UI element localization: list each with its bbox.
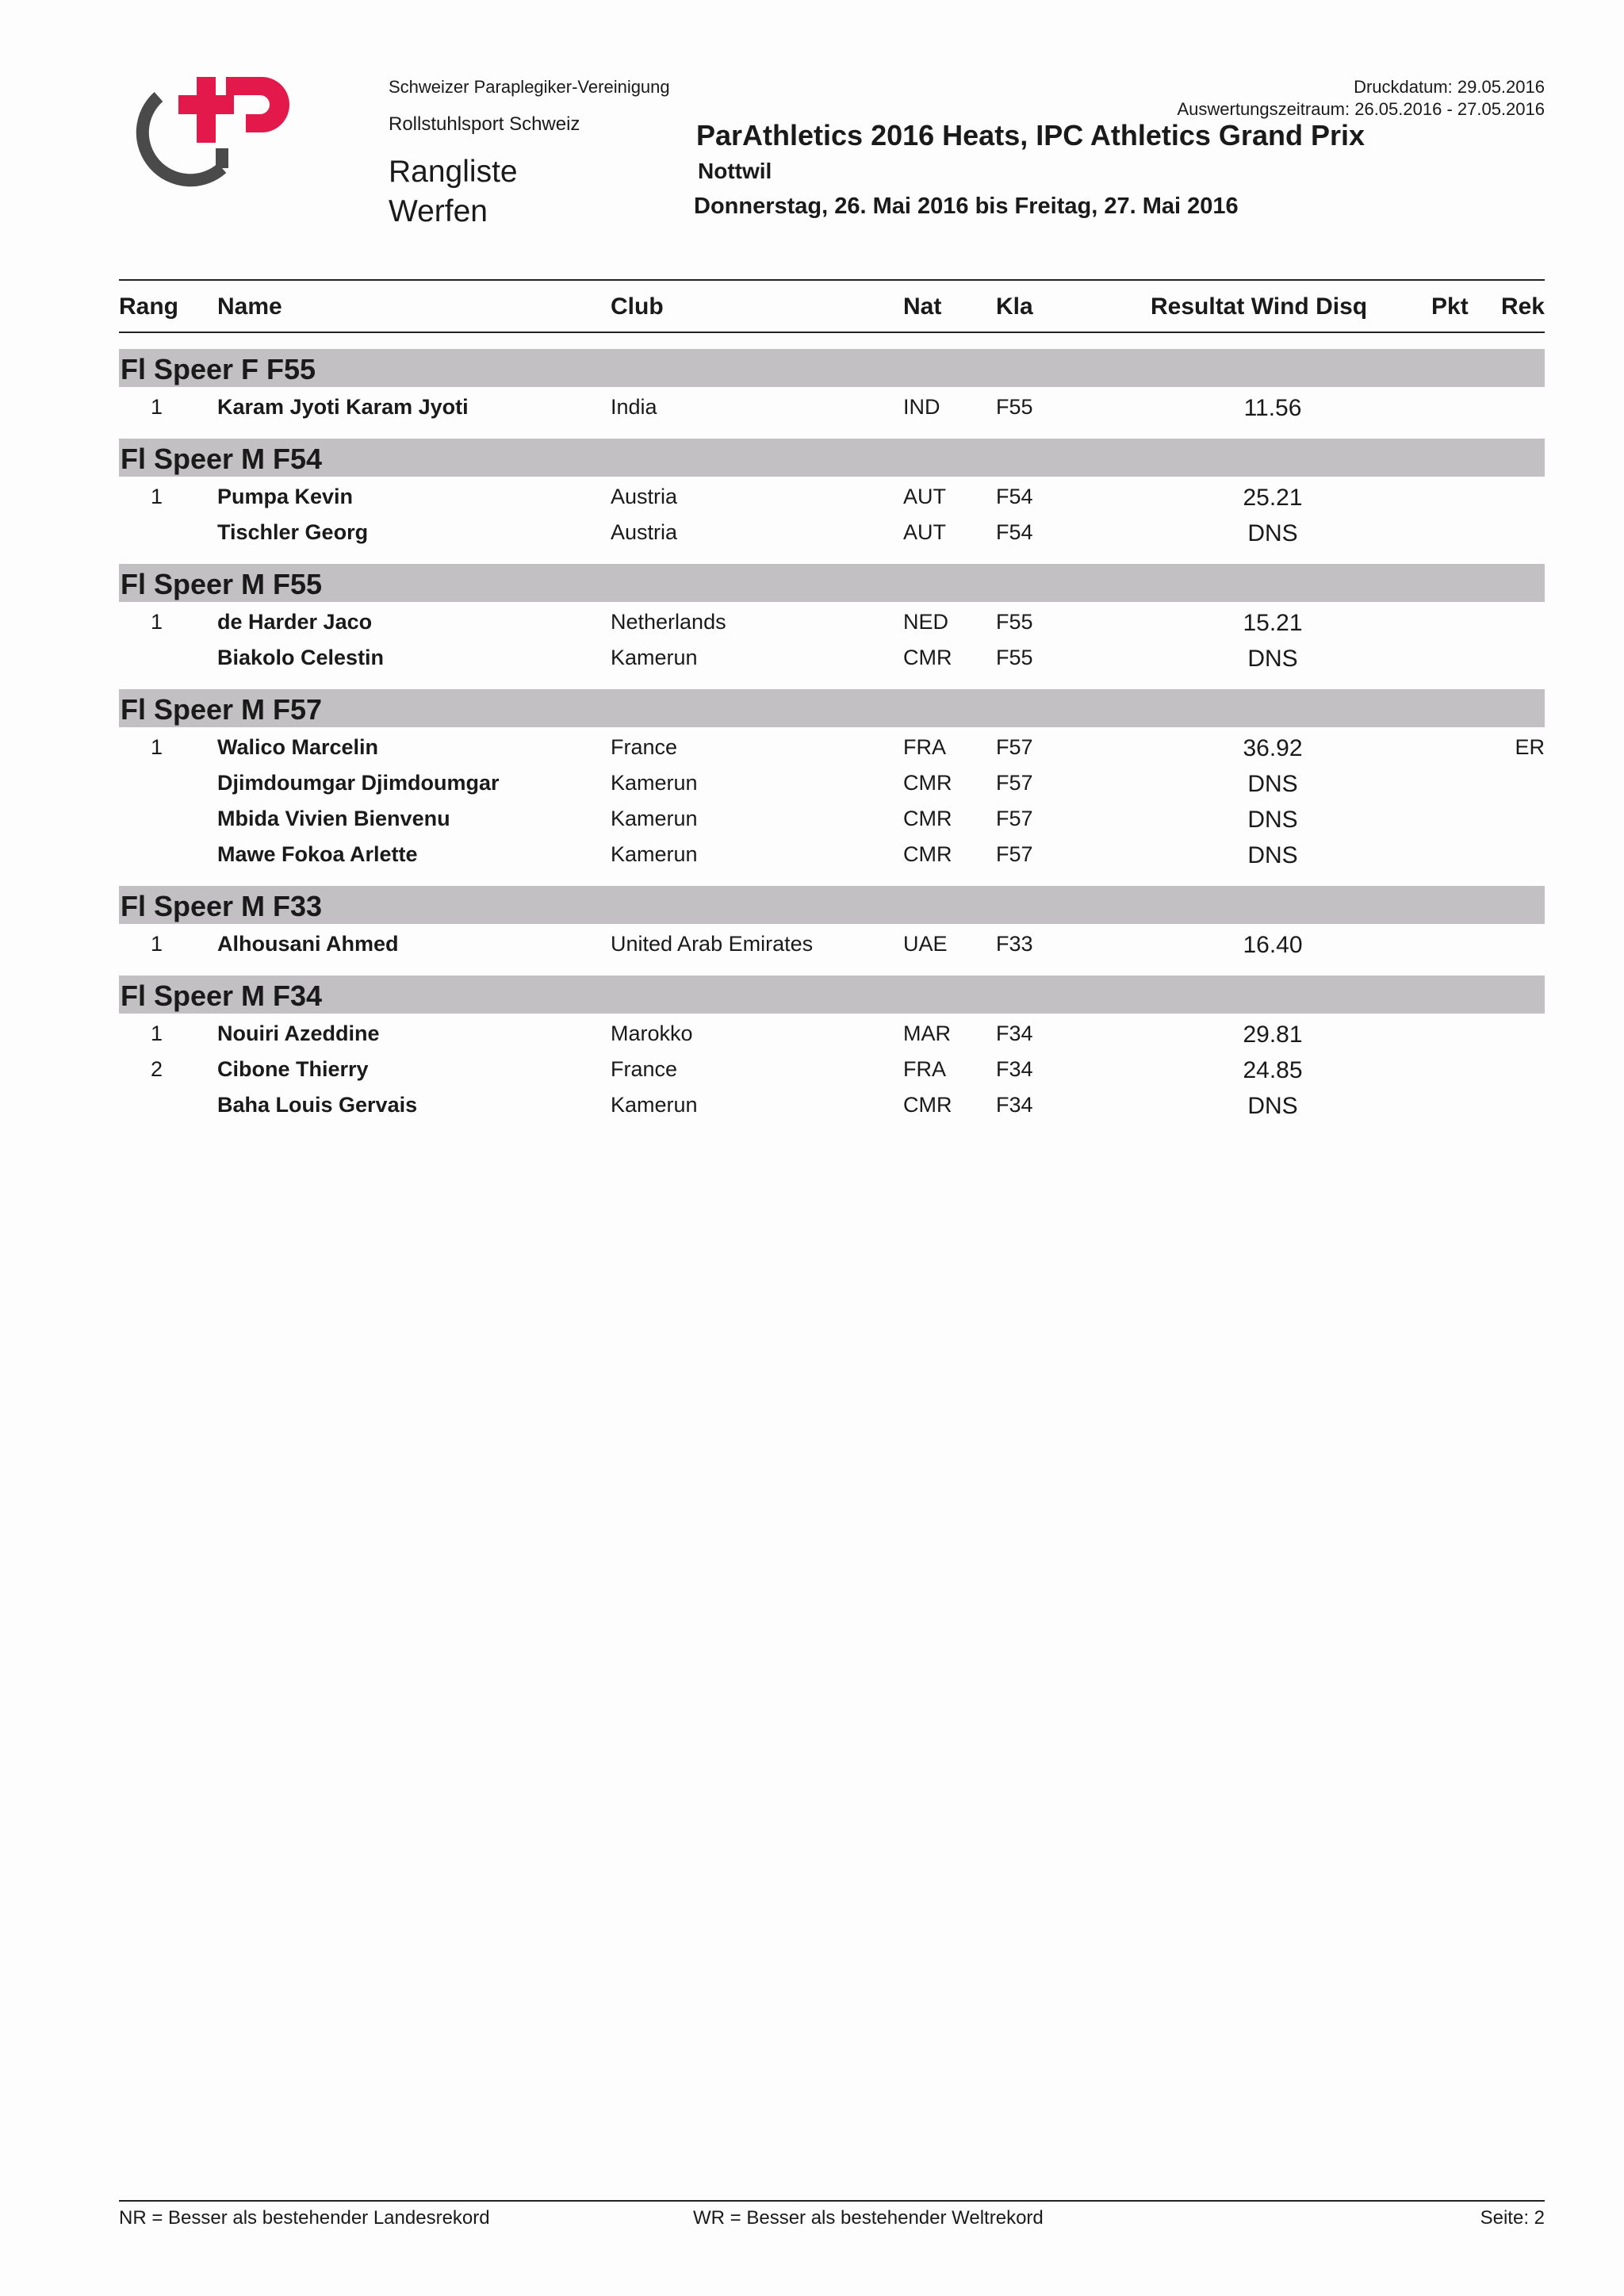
cell-kla: F57 xyxy=(996,842,1033,866)
print-date: Druckdatum: 29.05.2016 xyxy=(1354,77,1545,97)
result-row xyxy=(119,1051,1545,1087)
cell-nat: CMR xyxy=(903,1093,952,1117)
col-name: Name xyxy=(217,293,282,320)
cell-result: 25.21 xyxy=(1243,485,1303,511)
col-kla: Kla xyxy=(996,293,1033,320)
cell-result: DNS xyxy=(1247,1093,1298,1119)
cell-club: Kamerun xyxy=(611,807,698,830)
cell-nat: UAE xyxy=(903,932,948,956)
cell-club: Kamerun xyxy=(611,1093,698,1117)
result-row xyxy=(119,729,1545,765)
cell-kla: F57 xyxy=(996,771,1033,795)
result-row xyxy=(119,800,1545,836)
cell-result: 36.92 xyxy=(1243,735,1303,761)
cell-result: DNS xyxy=(1247,807,1298,833)
cell-nat: CMR xyxy=(903,771,952,795)
cell-result: DNS xyxy=(1247,646,1298,672)
org-sub: Rollstuhlsport Schweiz xyxy=(389,113,580,135)
cell-kla: F34 xyxy=(996,1022,1033,1045)
section-title: Fl Speer F F55 xyxy=(119,349,1545,387)
footer-rule xyxy=(119,2200,1545,2202)
cell-result: 29.81 xyxy=(1243,1022,1303,1048)
legend-nr: NR = Besser als bestehender Landesrekord xyxy=(119,2207,490,2229)
doc-type-label: Rangliste xyxy=(389,155,518,189)
cell-nat: NED xyxy=(903,610,949,634)
cell-club: Kamerun xyxy=(611,842,698,866)
result-row xyxy=(119,514,1545,550)
cell-club: France xyxy=(611,735,678,759)
cell-nat: CMR xyxy=(903,646,952,669)
event-venue: Nottwil xyxy=(698,159,772,183)
cell-name: Alhousani Ahmed xyxy=(217,932,399,956)
eval-period: Auswertungszeitraum: 26.05.2016 - 27.05.2016 xyxy=(1177,99,1545,119)
result-row xyxy=(119,604,1545,639)
cell-kla: F55 xyxy=(996,646,1033,669)
cell-result: 24.85 xyxy=(1243,1057,1303,1083)
col-result: Resultat Wind Disq xyxy=(1151,293,1368,320)
results-list xyxy=(119,349,1545,1137)
cell-club: Kamerun xyxy=(611,771,698,795)
cell-kla: F34 xyxy=(996,1057,1033,1081)
org-name: Schweizer Paraplegiker-Vereinigung xyxy=(389,77,670,97)
cell-name: Nouiri Azeddine xyxy=(217,1022,380,1045)
section-title: Fl Speer M F55 xyxy=(119,564,1545,602)
cell-nat: AUT xyxy=(903,485,946,508)
result-section xyxy=(119,689,1545,872)
section-title: Fl Speer M F33 xyxy=(119,886,1545,924)
cell-nat: CMR xyxy=(903,807,952,830)
event-title: ParAthletics 2016 Heats, IPC Athletics Grand Prix xyxy=(696,119,1365,151)
cell-name: Pumpa Kevin xyxy=(217,485,354,508)
cell-rank: 1 xyxy=(151,610,163,634)
cell-result: DNS xyxy=(1247,842,1298,868)
cell-name: Djimdoumgar Djimdoumgar xyxy=(217,771,500,795)
spv-logo xyxy=(119,73,301,208)
cell-nat: AUT xyxy=(903,520,946,544)
result-row xyxy=(119,926,1545,961)
doc-type xyxy=(389,152,518,232)
cell-name: Mawe Fokoa Arlette xyxy=(217,842,418,866)
header-top-rule xyxy=(119,279,1545,281)
col-pkt: Pkt xyxy=(1431,293,1469,320)
cell-club: Kamerun xyxy=(611,646,698,669)
section-title: Fl Speer M F34 xyxy=(119,976,1545,1014)
cell-club: India xyxy=(611,395,657,419)
result-row xyxy=(119,765,1545,800)
cell-name: Mbida Vivien Bienvenu xyxy=(217,807,450,830)
cell-rank: 1 xyxy=(151,395,163,419)
event-dates: Donnerstag, 26. Mai 2016 bis Freitag, 27. Mai 2016 xyxy=(694,194,1239,219)
cell-name: Tischler Georg xyxy=(217,520,369,544)
cell-rank: 1 xyxy=(151,485,163,508)
cell-kla: F57 xyxy=(996,735,1033,759)
result-row xyxy=(119,1087,1545,1122)
cell-nat: MAR xyxy=(903,1022,951,1045)
cell-kla: F55 xyxy=(996,610,1033,634)
page-number: Seite: 2 xyxy=(1480,2207,1545,2229)
result-section xyxy=(119,886,1545,961)
legend-wr: WR = Besser als bestehender Weltrekord xyxy=(693,2207,1044,2229)
cell-kla: F34 xyxy=(996,1093,1033,1117)
col-rank: Rang xyxy=(119,293,178,320)
result-section xyxy=(119,439,1545,550)
result-section xyxy=(119,976,1545,1122)
cell-result: 11.56 xyxy=(1243,395,1302,421)
cell-name: Walico Marcelin xyxy=(217,735,379,759)
cell-nat: FRA xyxy=(903,735,946,759)
cell-name: Cibone Thierry xyxy=(217,1057,369,1081)
cell-kla: F57 xyxy=(996,807,1033,830)
result-section xyxy=(119,349,1545,424)
section-title: Fl Speer M F57 xyxy=(119,689,1545,727)
cell-kla: F33 xyxy=(996,932,1033,956)
cell-name: Baha Louis Gervais xyxy=(217,1093,418,1117)
cell-nat: IND xyxy=(903,395,940,419)
cell-club: Austria xyxy=(611,520,678,544)
cell-kla: F54 xyxy=(996,520,1033,544)
result-row xyxy=(119,389,1545,424)
cell-result: 16.40 xyxy=(1243,932,1303,958)
cell-club: Marokko xyxy=(611,1022,693,1045)
col-nat: Nat xyxy=(903,293,942,320)
cell-club: France xyxy=(611,1057,678,1081)
cell-rank: 1 xyxy=(151,735,163,759)
col-rek: Rek xyxy=(1500,293,1545,320)
cell-rank: 1 xyxy=(151,932,163,956)
header-bottom-rule xyxy=(119,332,1545,333)
cell-result: DNS xyxy=(1247,520,1298,546)
cell-rank: 1 xyxy=(151,1022,163,1045)
col-club: Club xyxy=(611,293,664,320)
cell-kla: F55 xyxy=(996,395,1033,419)
result-row xyxy=(119,836,1545,872)
cell-nat: CMR xyxy=(903,842,952,866)
cell-name: Karam Jyoti Karam Jyoti xyxy=(217,395,469,419)
cell-result: 15.21 xyxy=(1243,610,1303,636)
cell-club: United Arab Emirates xyxy=(611,932,814,956)
result-row xyxy=(119,639,1545,675)
discipline-label: Werfen xyxy=(389,194,488,228)
result-row xyxy=(119,478,1545,514)
cell-club: Austria xyxy=(611,485,678,508)
cell-nat: FRA xyxy=(903,1057,946,1081)
cell-name: Biakolo Celestin xyxy=(217,646,385,669)
cell-result: DNS xyxy=(1247,771,1298,797)
result-section xyxy=(119,564,1545,675)
cell-rank: 2 xyxy=(151,1057,163,1081)
cell-name: de Harder Jaco xyxy=(217,610,373,634)
section-title: Fl Speer M F54 xyxy=(119,439,1545,477)
cell-club: Netherlands xyxy=(611,610,726,634)
result-row xyxy=(119,1015,1545,1051)
cell-rek: ER xyxy=(1515,735,1545,759)
cell-kla: F54 xyxy=(996,485,1033,508)
